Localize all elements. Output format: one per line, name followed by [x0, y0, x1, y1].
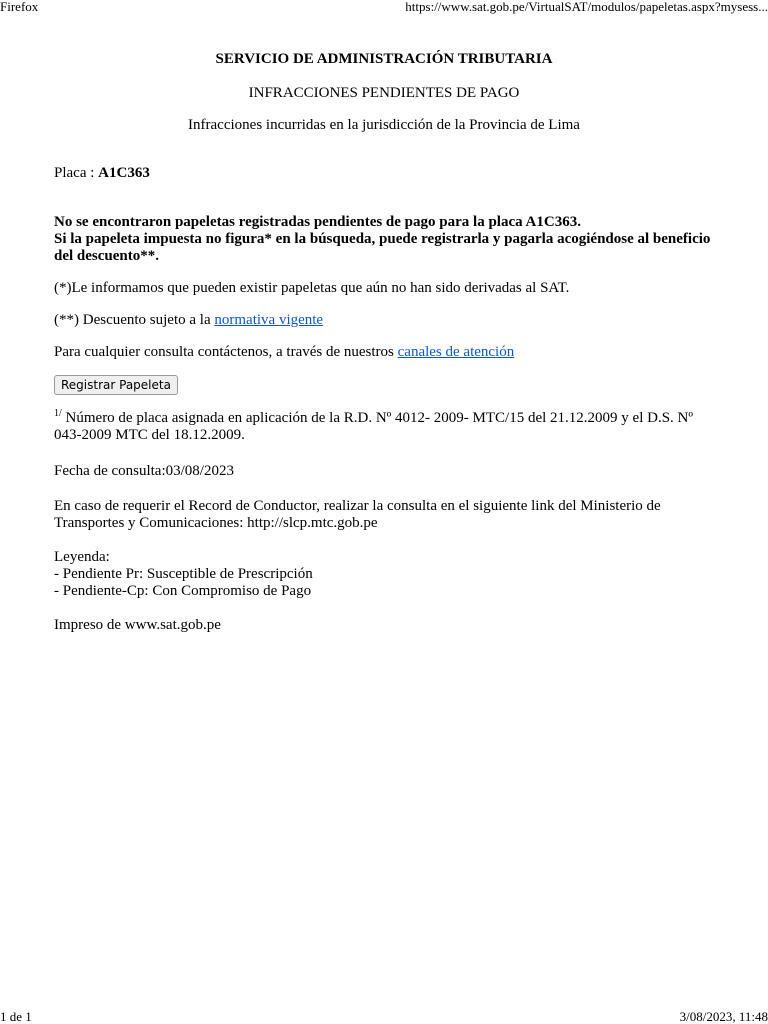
org-title: SERVICIO DE ADMINISTRACIÓN TRIBUTARIA — [215, 51, 553, 67]
normativa-vigente-link[interactable]: normativa vigente — [214, 312, 324, 328]
descuento-prefix: (**) Descuento sujeto a la — [54, 312, 215, 328]
leyenda-title: Leyenda: — [54, 549, 110, 565]
print-footer-datetime: 3/08/2023, 11:48 — [679, 1009, 768, 1024]
footnote-text: Número de placa asignada en aplicación de la R.D. Nº 4012- 2009- MTC/15 del 21.12.2009 y el D.S. Nº 043-2009 MTC del 18.12.2009. — [54, 410, 694, 443]
leyenda-item-pr: - Pendiente Pr: Susceptible de Prescripción — [54, 566, 313, 582]
fecha-consulta: Fecha de consulta:03/08/2023 — [54, 463, 234, 479]
print-footer-page: 1 de 1 — [0, 1009, 32, 1024]
notice-line-1: No se encontraron papeletas registradas pendientes de pago para la placa A1C363. — [54, 214, 581, 230]
consulta-info — [54, 344, 714, 361]
no-results-notice — [54, 214, 714, 265]
placa-row — [54, 165, 714, 182]
placa-value: A1C363 — [98, 165, 150, 181]
descuento-info — [54, 312, 714, 329]
print-header-app: Firefox — [0, 0, 39, 14]
footnote — [54, 410, 714, 444]
footnote-marker: 1/ — [54, 408, 62, 419]
registrar-papeleta-button[interactable]: Registrar Papeleta — [54, 375, 178, 395]
leyenda — [54, 549, 714, 600]
impreso-de: Impreso de www.sat.gob.pe — [54, 617, 221, 633]
leyenda-item-cp: - Pendiente-Cp: Con Compromiso de Pago — [54, 583, 312, 599]
print-header-url: https://www.sat.gob.pe/VirtualSAT/modulos/papeletas.aspx?mysess... — [405, 0, 768, 14]
derivadas-info: (*)Le informamos que pueden existir papeletas que aún no han sido derivadas al SAT. — [54, 280, 570, 296]
record-conductor-info: En caso de requerir el Record de Conductor, realizar la consulta en el siguiente link del Ministerio de Transportes y Comunicaciones: http://slcp.mtc.gob.pe — [54, 498, 661, 531]
canales-atencion-link[interactable]: canales de atención — [397, 344, 515, 360]
section-title: INFRACCIONES PENDIENTES DE PAGO — [248, 85, 520, 101]
notice-line-2: Si la papeleta impuesta no figura* en la búsqueda, puede registrarla y pagarla acogiéndose al beneficio del descuento**. — [54, 231, 711, 264]
consulta-prefix: Para cualquier consulta contáctenos, a través de nuestros — [54, 344, 398, 360]
placa-label: Placa : — [54, 165, 99, 181]
jurisdiction-subtitle: Infracciones incurridas en la jurisdicción de la Provincia de Lima — [188, 117, 580, 133]
